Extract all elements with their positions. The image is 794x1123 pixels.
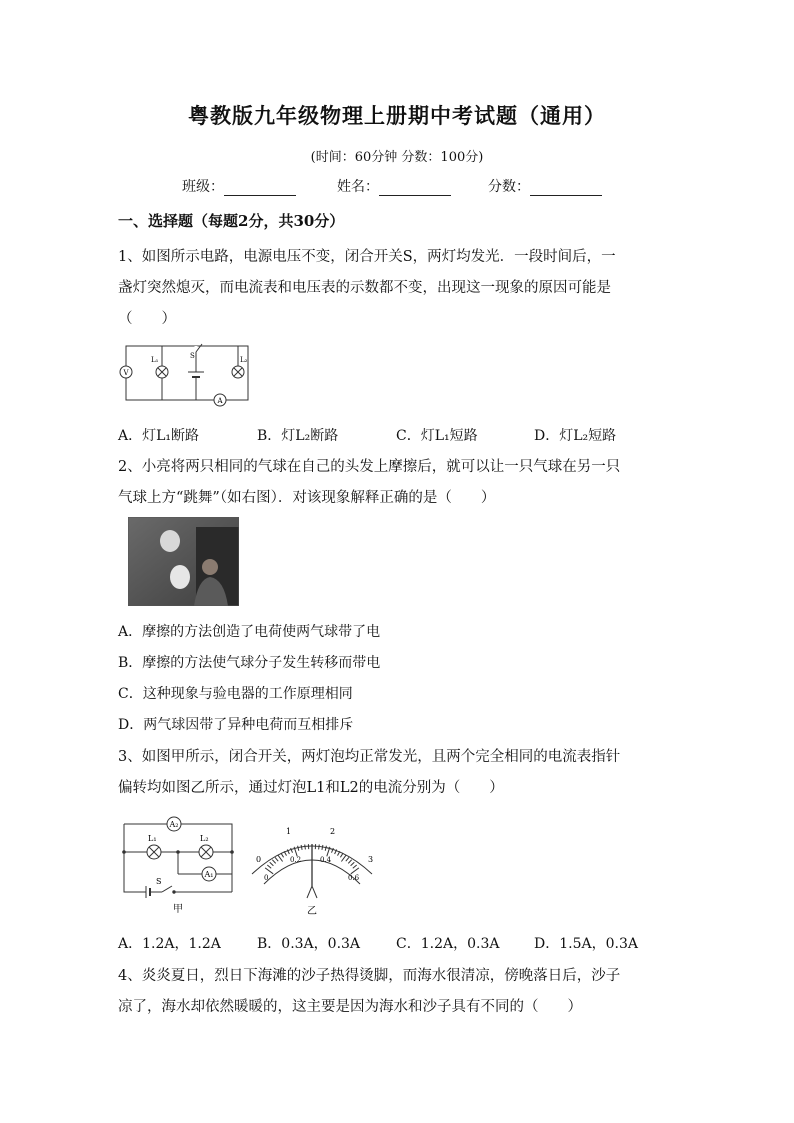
q3-option-d[interactable]: D．1.5A，0.3A: [534, 936, 638, 952]
q2-option-a[interactable]: A．摩擦的方法创造了电荷使两气球带了电: [118, 624, 381, 640]
q1-ammeter-label: A: [217, 397, 223, 405]
q3-caption-yi: 乙: [307, 906, 317, 917]
q4-text-line1: 4、炎炎夏日，烈日下海滩的沙子热得烫脚，而海水很清凉，傍晚落日后，沙子: [118, 968, 621, 984]
q3-ammeter-dial-yi: [244, 824, 380, 918]
q3-option-c[interactable]: C．1.2A，0.3A: [396, 936, 500, 952]
dial-tick: [322, 845, 323, 850]
q1-l1-label: L₁: [151, 356, 159, 364]
q3-dial-top-3: 3: [368, 855, 374, 864]
q3-dial-bottom-0: 0: [264, 874, 269, 882]
q3-a2-label: A₂: [169, 820, 179, 829]
q3-dial-top-1: 1: [286, 827, 292, 836]
dial-tick: [340, 853, 343, 857]
exam-subtitle: (时间：60分钟 分数：100分): [310, 150, 484, 165]
q2-balloon-photo: [128, 517, 239, 606]
dial-tick: [278, 855, 283, 861]
q3-dial-bottom-02: 0.2: [290, 856, 302, 864]
q1-voltmeter-label: V: [123, 369, 129, 377]
q3-circuit-jia: [118, 812, 238, 916]
name-label: 姓名：: [337, 179, 379, 195]
dial-tick: [348, 860, 351, 864]
dial-tick: [298, 846, 299, 851]
q2-option-c[interactable]: C．这种现象与验电器的工作原理相同: [118, 686, 353, 702]
class-field: [182, 176, 296, 196]
q1-option-d[interactable]: D．灯L₂短路: [534, 428, 617, 444]
dial-tick: [325, 846, 326, 851]
q3-text-line1: 3、如图甲所示，闭合开关，两灯泡均正常发光，且两个完全相同的电流表指针: [118, 749, 621, 765]
q2-option-d[interactable]: D．两气球因带了异种电荷而互相排斥: [118, 717, 354, 733]
dial-tick: [305, 845, 306, 850]
q3-dial-top-2: 2: [330, 827, 336, 836]
q3-l2-label: L₂: [200, 834, 209, 843]
dial-tick: [270, 862, 274, 865]
exam-title: 粤教版九年级物理上册期中考试题（通用）: [188, 103, 606, 128]
dial-tick: [272, 860, 275, 864]
q2-text-line1: 2、小亮将两只相同的气球在自己的头发上摩擦后，就可以让一只气球在另一只: [118, 459, 621, 475]
q3-caption-jia: 甲: [173, 904, 183, 915]
q2-option-b[interactable]: B．摩擦的方法使气球分子发生转移而带电: [118, 655, 381, 671]
dial-tick: [281, 853, 284, 857]
q3-option-b[interactable]: B．0.3A，0.3A: [257, 936, 361, 952]
score-blank[interactable]: [530, 181, 602, 196]
dial-tick: [341, 855, 346, 861]
q4-text-line2: 凉了，海水却依然暖暖的，这主要是因为海水和沙子具有不同的（ ）: [118, 999, 582, 1015]
dial-tick: [351, 862, 355, 865]
q1-option-b[interactable]: B．灯L₂断路: [257, 428, 339, 444]
q1-text-line2: 盏灯突然熄灭，而电流表和电压表的示数都不变，出现这一现象的原因可能是: [118, 280, 611, 296]
dial-tick: [353, 865, 357, 868]
q1-text-line1: 1、如图所示电路，电源电压不变，闭合开关S，两灯均发光．一段时间后，一: [118, 249, 616, 265]
q1-option-c[interactable]: C．灯L₁短路: [396, 428, 478, 444]
q3-option-a[interactable]: A．1.2A，1.2A: [118, 936, 221, 952]
dial-tick: [275, 857, 278, 861]
score-field: [488, 176, 602, 196]
name-blank[interactable]: [379, 181, 451, 196]
class-label: 班级：: [182, 179, 224, 195]
class-blank[interactable]: [224, 181, 296, 196]
name-field: [337, 176, 451, 196]
q1-l2-label: L₂: [240, 356, 248, 364]
dial-tick: [301, 845, 302, 850]
q3-text-line2: 偏转均如图乙所示，通过灯泡L1和L2的电流分别为（ ）: [118, 780, 504, 796]
dial-tick: [351, 868, 359, 874]
dial-tick: [319, 845, 320, 850]
q1-text-line3: （ ）: [118, 311, 176, 327]
q3-dial-top-0: 0: [256, 855, 262, 864]
q3-switch-label: S: [156, 877, 162, 886]
q3-l1-label: L₁: [148, 834, 157, 843]
section-heading: 一、选择题（每题2分，共30分）: [118, 212, 345, 230]
q3-dial-bottom-04: 0.4: [320, 856, 332, 864]
q3-dial-bottom-06: 0.6: [348, 874, 360, 882]
dial-tick: [265, 868, 273, 874]
q1-option-a[interactable]: A．灯L₁断路: [118, 428, 200, 444]
q3-a1-label: A₁: [204, 870, 214, 879]
q1-circuit-figure: [116, 338, 256, 410]
q2-text-line2: 气球上方“跳舞”（如右图）．对该现象解释正确的是（ ）: [118, 490, 496, 506]
dial-tick: [346, 857, 349, 861]
score-label: 分数：: [488, 179, 530, 195]
q1-switch-label: S: [190, 352, 195, 360]
dial-tick: [267, 865, 271, 868]
